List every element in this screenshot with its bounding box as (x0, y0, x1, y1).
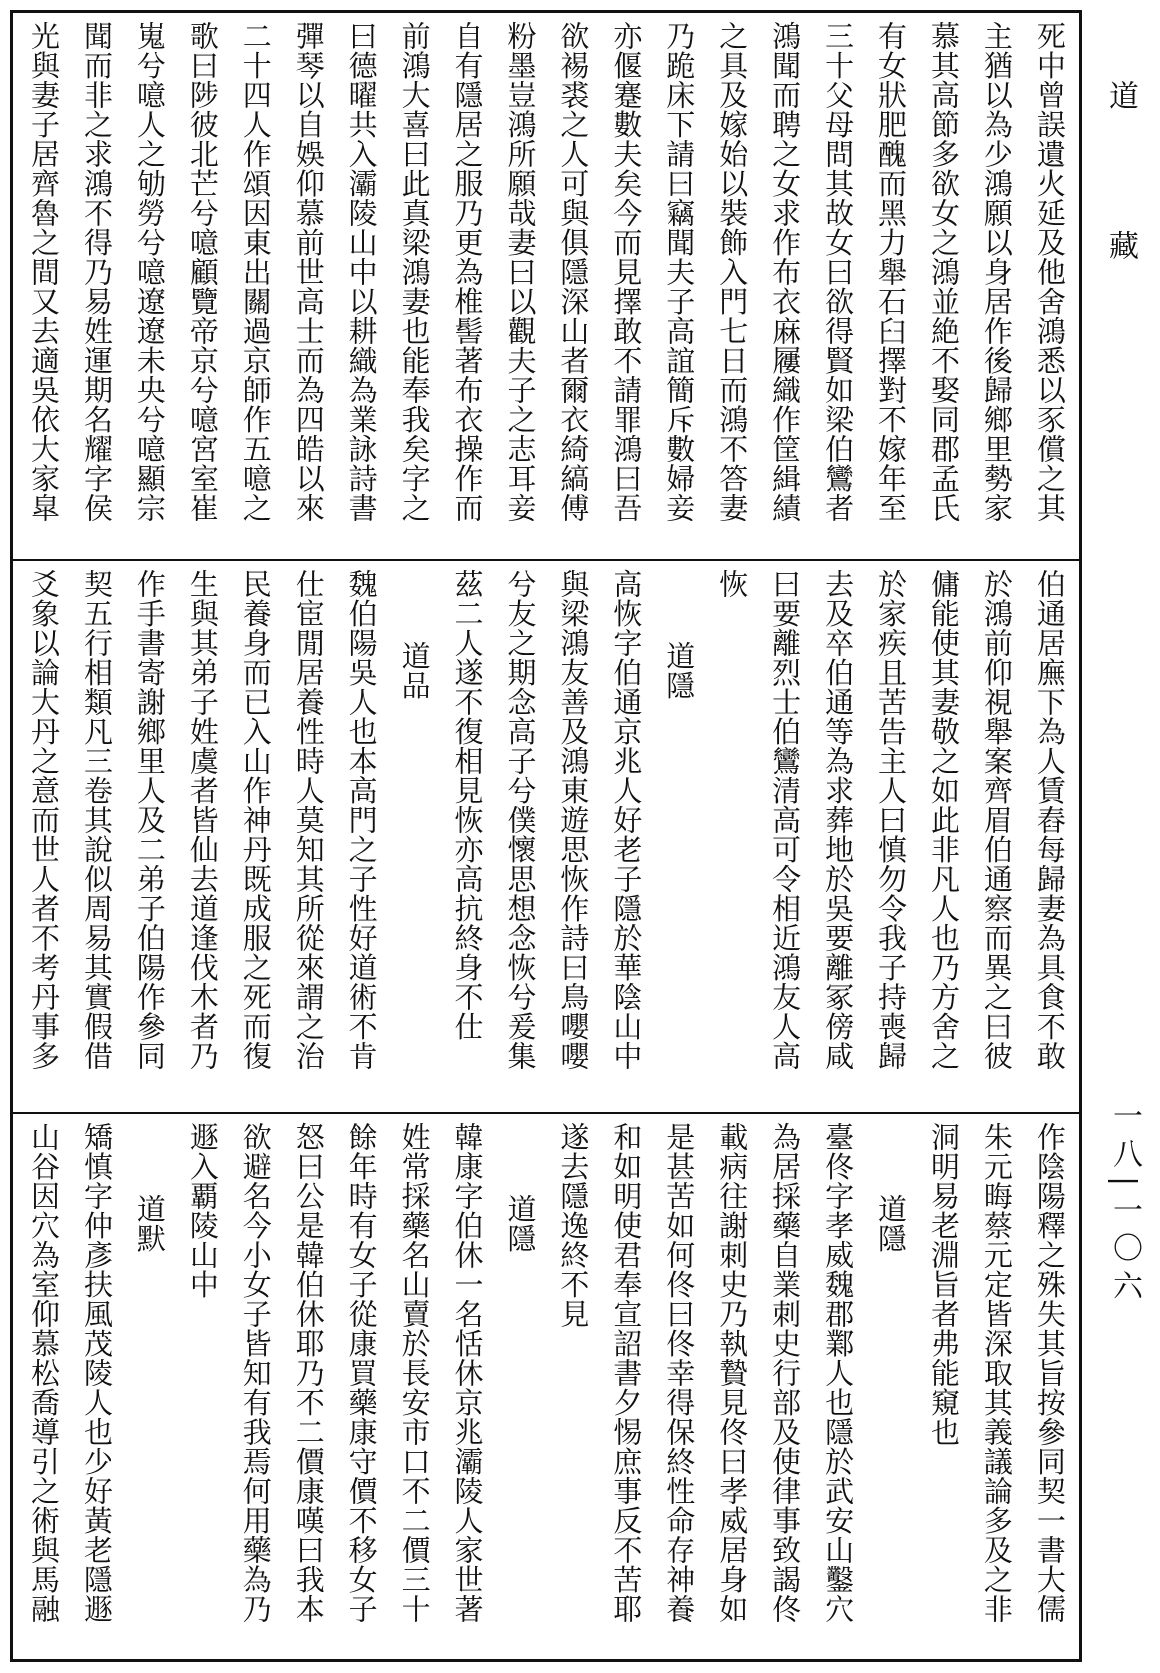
text-column: 伯通居廡下為人賃舂每歸妻為具食不敢 (1032, 569, 1067, 1071)
text-column: 載病往謝刺史乃執贄見佟曰孝威居身如 (715, 1122, 750, 1624)
text-column: 道隱 (874, 1194, 908, 1253)
text-column: 洞明易老淵旨者弗能窺也 (926, 1122, 961, 1447)
text-column: 遂去隱逸終不見 (556, 1122, 591, 1329)
text-column: 曰要離烈士伯鸞清高可令相近鴻友人高 (768, 569, 803, 1071)
text-column: 恢 (715, 569, 750, 599)
text-column: 有女狀肥醜而黑力舉石臼擇對不嫁年至 (874, 21, 908, 523)
text-column: 主猶以為少鴻願以身居作後歸鄉里勢家 (979, 21, 1014, 523)
text-register-middle (13, 561, 1079, 1114)
column-group (25, 569, 1067, 1104)
text-register-top (13, 13, 1079, 561)
text-column: 欲裼裘之人可與俱隱深山者爾衣綺縞傅 (556, 21, 591, 523)
text-column: 兮友之期念高子兮僕懷思想念恢兮爰集 (503, 569, 538, 1071)
text-column: 欲避名今小女子皆知有我焉何用藥為乃 (238, 1122, 273, 1624)
text-column: 之具及嫁始以裝飾入門七日而鴻不答妻 (715, 21, 750, 523)
text-column: 生與其弟子姓虞者皆仙去道逢伐木者乃 (185, 569, 220, 1071)
text-column: 爻象以論大丹之意而世人者不考丹事多 (27, 569, 61, 1071)
text-column: 光與妻子居齊魯之間又去適吳依大家皐 (27, 21, 61, 523)
text-column: 契五行相類凡三卷其說似周易其實假借 (79, 569, 114, 1071)
text-column: 去及卒伯通等為求葬地於吳要離冢傍咸 (821, 569, 856, 1071)
text-column: 鴻聞而聘之女求作布衣麻屨織作筐緝績 (768, 21, 803, 523)
text-column: 嵬兮噫人之劬勞兮噫遼遼未央兮噫顯宗 (132, 21, 167, 523)
text-column: 作手書寄謝鄉里人及二弟子伯陽作參同 (132, 569, 167, 1071)
text-column: 歌曰陟彼北芒兮噫顧覽帝京兮噫宮室崔 (185, 21, 220, 523)
text-column: 和如明使君奉宣詔書夕惕庶事反不苦耶 (609, 1122, 644, 1624)
text-column: 道品 (397, 641, 432, 700)
text-column: 韓康字伯休一名恬休京兆灞陵人家世著 (450, 1122, 485, 1624)
text-column: 茲二人遂不復相見恢亦高抗終身不仕 (450, 569, 485, 1041)
text-column: 民養身而已入山作神丹既成服之死而復 (238, 569, 273, 1071)
text-column: 自有隱居之服乃更為椎髻著布衣操作而 (450, 21, 485, 523)
text-column: 臺佟字孝威魏郡鄴人也隱於武安山鑿穴 (821, 1122, 856, 1624)
text-column: 是甚苦如何佟曰佟幸得保終性命存神養 (662, 1122, 697, 1624)
page-frame (10, 10, 1082, 1662)
text-column: 傭能使其妻敬之如此非凡人也乃方舍之 (926, 569, 961, 1071)
text-column: 姓常採藥名山賣於長安市口不二價三十 (397, 1122, 432, 1624)
text-column: 朱元晦蔡元定皆深取其義議論多及之非 (979, 1122, 1014, 1624)
column-group (25, 21, 1067, 551)
text-column: 魏伯陽吳人也本高門之子性好道術不肯 (344, 569, 379, 1071)
text-column: 餘年時有女子從康買藥康守價不移女子 (344, 1122, 379, 1624)
text-column: 矯慎字仲彥扶風茂陵人也少好黃老隱遯 (79, 1122, 114, 1624)
text-column: 彈琴以自娛仰慕前世高士而為四皓以來 (291, 21, 326, 523)
text-column: 於家疾且苦告主人曰慎勿令我子持喪歸 (874, 569, 908, 1071)
text-column: 怒曰公是韓伯休耶乃不二價康嘆曰我本 (291, 1122, 326, 1624)
text-column: 仕宦閒居養性時人莫知其所從來謂之治 (291, 569, 326, 1071)
text-column: 為居採藥自業刺史行部及使律事致謁佟 (768, 1122, 803, 1624)
text-column: 高恢字伯通京兆人好老子隱於華陰山中 (609, 569, 644, 1071)
text-column: 死中曾誤遺火延及他舍鴻悉以豕償之其 (1032, 21, 1067, 523)
text-column: 曰德曜共入灞陵山中以耕織為業詠詩書 (344, 21, 379, 523)
text-column: 亦偃蹇數夫矣今而見擇敢不請罪鴻曰吾 (609, 21, 644, 523)
text-column: 乃跪床下請曰竊聞夫子高誼簡斥數婦妾 (662, 21, 697, 523)
column-group (25, 1122, 1067, 1651)
text-column: 道隱 (662, 641, 697, 700)
text-column: 前鴻大喜曰此真梁鴻妻也能奉我矣字之 (397, 21, 432, 523)
text-column: 慕其高節多欲女之鴻並絶不娶同郡孟氏 (926, 21, 961, 523)
text-column: 遯入覇陵山中 (185, 1122, 220, 1299)
text-column: 粉墨豈鴻所願哉妻曰以觀夫子之志耳妾 (503, 21, 538, 523)
text-column: 與梁鴻友善及鴻東遊思恢作詩曰鳥嚶嚶 (556, 569, 591, 1071)
page-number: 一八|一〇六 (1107, 1100, 1142, 1309)
right-margin (1084, 0, 1160, 1673)
text-column: 道默 (132, 1194, 167, 1253)
text-register-bottom (13, 1114, 1079, 1659)
text-column: 三十父母問其故女曰欲得賢如梁伯鸞者 (821, 21, 856, 523)
text-column: 二十四人作頌因東出關過京師作五噫之 (238, 21, 273, 523)
text-column: 道隱 (503, 1194, 538, 1253)
text-column: 聞而非之求鴻不得乃易姓運期名耀字侯 (79, 21, 114, 523)
text-column: 於鴻前仰視舉案齊眉伯通察而異之曰彼 (979, 569, 1014, 1071)
text-column: 山谷因穴為室仰慕松喬導引之術與馬融 (27, 1122, 61, 1624)
collection-title: 道藏 (1103, 80, 1138, 380)
text-column: 作陰陽釋之殊失其旨按參同契一書大儒 (1032, 1122, 1067, 1624)
